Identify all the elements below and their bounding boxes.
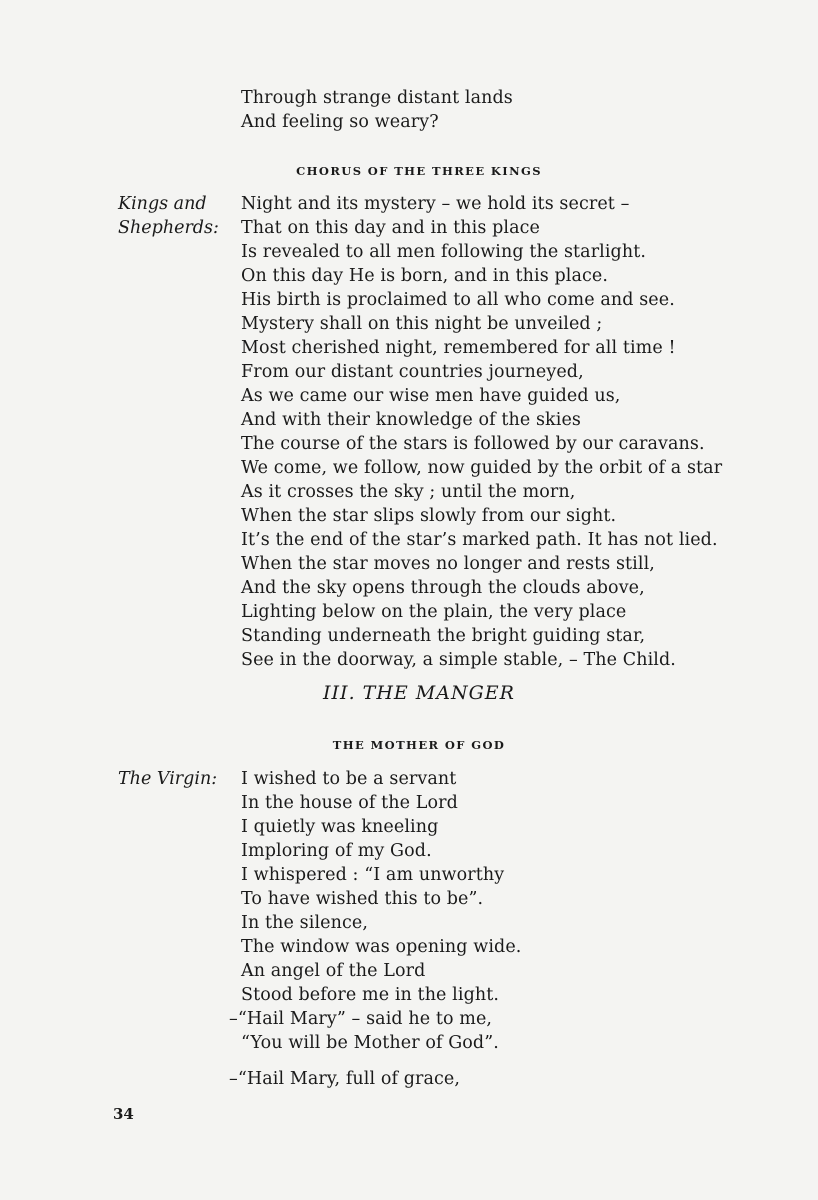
verse-line: Night and its mystery – we hold its secret – (241, 194, 630, 214)
verse-line: –“Hail Mary, full of grace, (229, 1069, 461, 1089)
verse-line: In the house of the Lord (241, 793, 458, 813)
verse-line: Lighting below on the plain, the very place (241, 602, 627, 622)
verse-line: The window was opening wide. (241, 937, 522, 957)
verse-line: We come, we follow, now guided by the orbit of a star (241, 458, 723, 478)
mother-of-god-heading: THE MOTHER OF GOD (332, 738, 506, 752)
verse-line: In the silence, (241, 913, 368, 933)
verse-line: I wished to be a servant (241, 769, 457, 789)
verse-line: It’s the end of the star’s marked path. It has not lied. (241, 530, 718, 550)
verse-line: And with their knowledge of the skies (241, 410, 581, 430)
verse-line: And feeling so weary? (241, 112, 439, 132)
verse-line: When the star slips slowly from our sight. (241, 506, 617, 526)
verse-line: Most cherished night, remembered for all time ! (241, 338, 676, 358)
verse-line: As it crosses the sky ; until the morn, (241, 482, 576, 502)
chorus-heading: CHORUS OF THE THREE KINGS (296, 164, 542, 178)
verse-line: As we came our wise men have guided us, (241, 386, 621, 406)
speaker-label: Kings and (118, 194, 207, 214)
speaker-label: The Virgin: (118, 769, 218, 789)
verse-line: On this day He is born, and in this place. (241, 266, 609, 286)
verse-line: Through strange distant lands (241, 88, 513, 108)
verse-line: From our distant countries journeyed, (241, 362, 584, 382)
verse-line: Stood before me in the light. (241, 985, 500, 1005)
verse-line: And the sky opens through the clouds above, (241, 578, 645, 598)
page-number: 34 (113, 1105, 134, 1123)
verse-line: To have wished this to be”. (241, 889, 484, 909)
verse-line: His birth is proclaimed to all who come and see. (241, 290, 675, 310)
section-title: III. THE MANGER (323, 682, 515, 704)
verse-line: See in the doorway, a simple stable, – The Child. (241, 650, 676, 670)
verse-line: An angel of the Lord (241, 961, 426, 981)
verse-line: –“Hail Mary” – said he to me, (229, 1009, 493, 1029)
verse-line: Mystery shall on this night be unveiled ; (241, 314, 603, 334)
verse-line: The course of the stars is followed by our caravans. (241, 434, 705, 454)
verse-line: When the star moves no longer and rests still, (241, 554, 655, 574)
verse-line: I quietly was kneeling (241, 817, 439, 837)
verse-line: “You will be Mother of God”. (241, 1033, 499, 1053)
verse-line: Imploring of my God. (241, 841, 432, 861)
verse-line: That on this day and in this place (241, 218, 541, 238)
verse-line: Standing underneath the bright guiding star, (241, 626, 646, 646)
speaker-label: Shepherds: (118, 218, 219, 238)
verse-line: I whispered : “I am unworthy (241, 865, 505, 885)
verse-line: Is revealed to all men following the starlight. (241, 242, 647, 262)
